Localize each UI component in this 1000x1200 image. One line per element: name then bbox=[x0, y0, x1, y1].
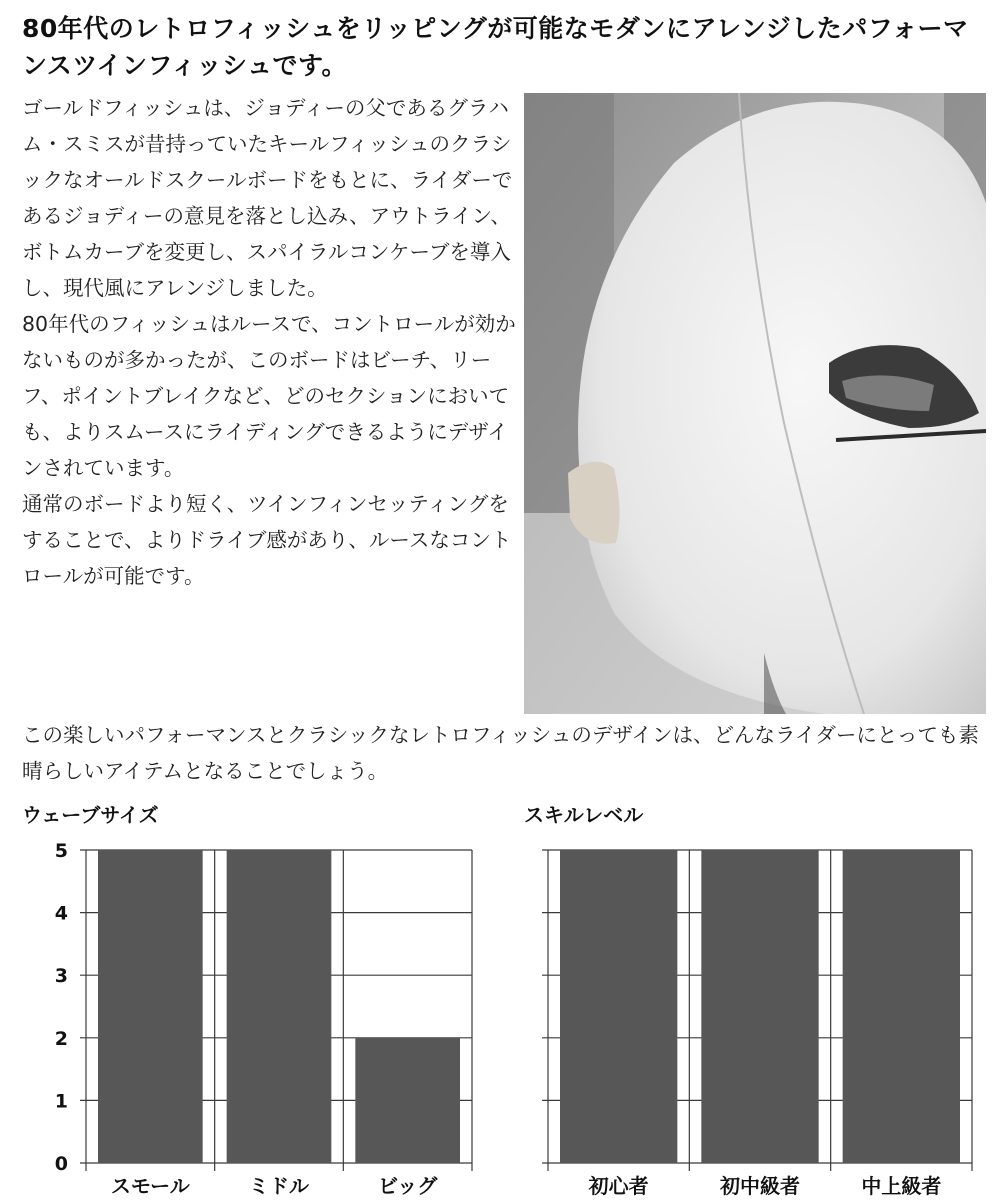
y-tick-label: 1 bbox=[54, 1090, 68, 1113]
category-label: ミドル bbox=[249, 1174, 309, 1198]
skill-level-chart-title: スキルレベル bbox=[524, 803, 644, 827]
y-tick-label: 5 bbox=[54, 840, 68, 862]
bar bbox=[98, 850, 203, 1163]
wave-size-chart bbox=[0, 830, 500, 1200]
closing-text: この楽しいパフォーマンスとクラシックなレトロフィッシュのデザインは、どんなライダーにとっても素晴らしいアイテムとなることでしょう。 bbox=[22, 723, 979, 783]
category-label: 中上級者 bbox=[861, 1174, 942, 1198]
category-label: ビッグ bbox=[378, 1174, 438, 1198]
description-paragraph: 通常のボードより短く、ツインフィンセッティングをすることで、よりドライブ感があり、ルースなコントロールが可能です。 bbox=[22, 492, 512, 588]
headline: 80年代のレトロフィッシュをリッピングが可能なモダンにアレンジしたパフォーマンスツインフィッシュです。 bbox=[22, 14, 969, 80]
y-tick-label: 3 bbox=[54, 965, 68, 988]
y-tick-label: 4 bbox=[54, 902, 68, 925]
y-tick-label: 2 bbox=[54, 1027, 68, 1050]
surfboard-photo bbox=[524, 93, 986, 714]
category-label: 初心者 bbox=[588, 1174, 649, 1198]
bar bbox=[227, 850, 332, 1163]
description-text bbox=[22, 90, 517, 594]
bar bbox=[355, 1038, 460, 1163]
description-paragraph: ゴールドフィッシュは、ジョディーの父であるグラハム・スミスが昔持っていたキールフィッシュのクラシックなオールドスクールボードをもとに、ライダーであるジョディーの意見を落とし込み、アウトライン、ボトムカーブを変更し、スパイラルコンケーブを導入し、現代風にアレンジしました。 bbox=[22, 96, 513, 300]
wave-size-chart-title: ウェーブサイズ bbox=[22, 803, 159, 827]
category-label: 初中級者 bbox=[720, 1174, 800, 1198]
skill-level-chart bbox=[500, 830, 1000, 1200]
bar bbox=[701, 850, 818, 1163]
category-label: スモール bbox=[110, 1174, 190, 1198]
description-paragraph: 80年代のフィッシュはルースで、コントロールが効かないものが多かったが、このボードはビーチ、リーフ、ポイントブレイクなど、どのセクションにおいても、よりスムースにライディングできるようにデザインされています。 bbox=[22, 312, 516, 480]
y-tick-label: 0 bbox=[54, 1153, 68, 1175]
bar bbox=[843, 850, 960, 1163]
bar bbox=[560, 850, 677, 1163]
